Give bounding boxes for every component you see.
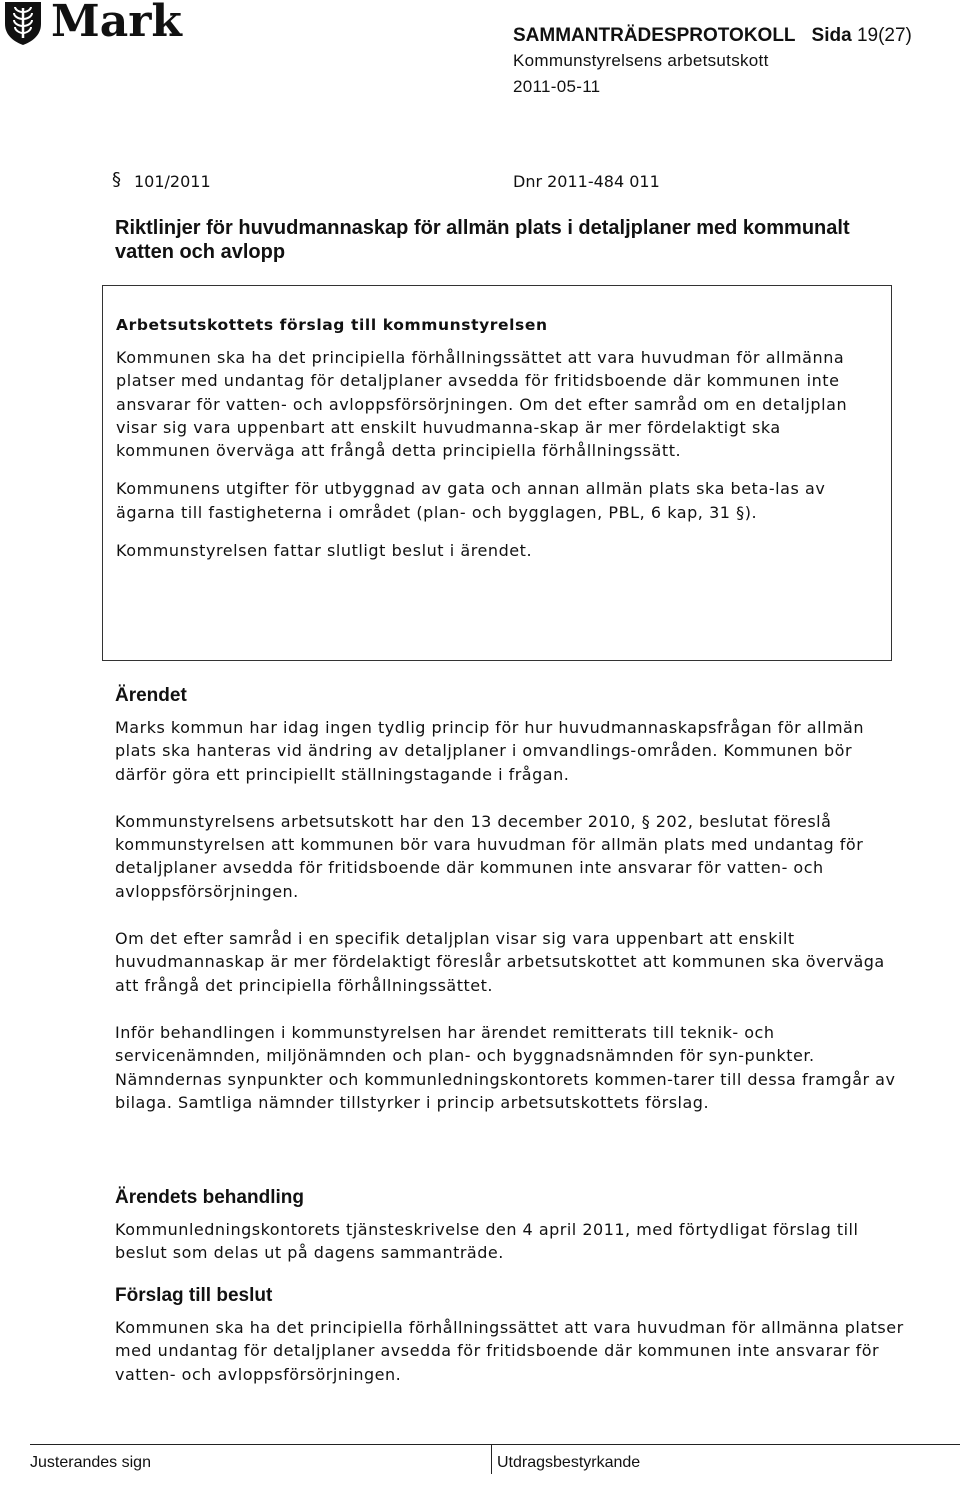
section-symbol: § xyxy=(112,169,121,190)
body-paragraph: Inför behandlingen i kommunstyrelsen har ärendet remitterats till teknik- och servicenämnden, miljönämnden och plan- och byggnadsnämnden för syn-punkter. Nämndernas synpunkter och kommunledningskontorets kommen-tarer till dessa framgår av bilaga. Samtliga nämnder tillstyrker i princip arbetsutskottets förslag. xyxy=(115,1022,896,1112)
section-heading: Ärendets behandling xyxy=(115,1187,304,1208)
utdragsbestyrkande-label: Utdragsbestyrkande xyxy=(497,1454,641,1471)
body-paragraph: Om det efter samråd i en specifik detaljplan visar sig vara uppenbart att enskilt huvudmannaskap är mer fördelaktigt föreslår arbetsutskottet att kommunen ska överväga att frångå det principiella förhållningssättet. xyxy=(115,929,885,995)
municipality-logo xyxy=(3,0,182,46)
page-label: Sida xyxy=(811,25,852,46)
proposal-paragraph: Kommunens utgifter för utbyggnad av gata och annan allmän plats ska beta-las av ägarna till fastigheterna i området (plan- och bygglagen, PBL, 6 kap, 31 §). xyxy=(116,479,826,522)
section-forslag xyxy=(115,1284,905,1410)
proposal-paragraph: Kommunen ska ha det principiella förhållningssättet att vara huvudman för allmänna platser med undantag för detaljplaner avsedda för fritidsboende där kommunen inte ansvarar för vatten- och avloppsförsörjningen. Om det efter samråd om en detaljplan visar sig vara uppenbart att enskilt huvudmanna-skap är mer fördelaktigt ska kommunen överväga att frångå detta principiella förhållningssätt. xyxy=(116,348,848,461)
proposal-heading: Arbetsutskottets förslag till kommunstyrelsen xyxy=(116,316,548,334)
case-title: Riktlinjer för huvudmannaskap för allmän plats i detaljplaner med kommunalt vatten och avlopp xyxy=(115,217,850,263)
coat-of-arms-icon xyxy=(3,0,43,46)
proposal-box xyxy=(102,285,892,661)
justerandes-sign-label: Justerandes sign xyxy=(30,1454,151,1471)
footer-rule xyxy=(30,1444,960,1445)
section-heading: Ärendet xyxy=(115,685,187,706)
committee-name: Kommunstyrelsens arbetsutskott xyxy=(513,51,769,70)
section-heading: Förslag till beslut xyxy=(115,1285,273,1306)
page-header xyxy=(513,24,912,100)
proposal-paragraph: Kommunstyrelsen fattar slutligt beslut i ärendet. xyxy=(116,541,533,561)
section-behandling xyxy=(115,1186,905,1289)
document-type: SAMMANTRÄDESPROTOKOLL xyxy=(513,25,796,46)
body-paragraph: Marks kommun har idag ingen tydlig princip för hur huvudmannaskapsfrågan för allmän plats ska hanteras vid ändring av detaljplaner i omvandlings-områden. Kommunen bör därför göra ett principiellt ställningstagande i frågan. xyxy=(115,718,864,784)
case-number: 101/2011 xyxy=(134,172,211,191)
diary-number: Dnr 2011-484 011 xyxy=(513,172,660,191)
body-paragraph: Kommunen ska ha det principiella förhållningssättet att vara huvudman för allmänna platser med undantag för detaljplaner avsedda för fritidsboende där kommunen inte ansvarar för vatten- och avloppsförsörjningen. xyxy=(115,1318,904,1384)
body-paragraph: Kommunstyrelsens arbetsutskott har den 13 december 2010, § 202, beslutat föreslå kommunstyrelsen att kommunen bör vara huvudman för allmän plats med undantag för detaljplaner avsedda för fritidsboende där kommunen inte ansvarar för vatten- och avloppsförsörjningen. xyxy=(115,811,864,901)
logo-wordmark: Mark xyxy=(51,0,182,47)
signature-footer xyxy=(0,1444,960,1489)
section-arendet xyxy=(115,684,905,1138)
body-paragraph: Kommunledningskontorets tjänsteskrivelse den 4 april 2011, med förtydligat förslag till beslut som delas ut på dagens sammanträde. xyxy=(115,1220,859,1263)
footer-separator xyxy=(491,1444,492,1474)
page-number: 19(27) xyxy=(856,25,912,46)
meeting-date: 2011-05-11 xyxy=(513,77,601,96)
